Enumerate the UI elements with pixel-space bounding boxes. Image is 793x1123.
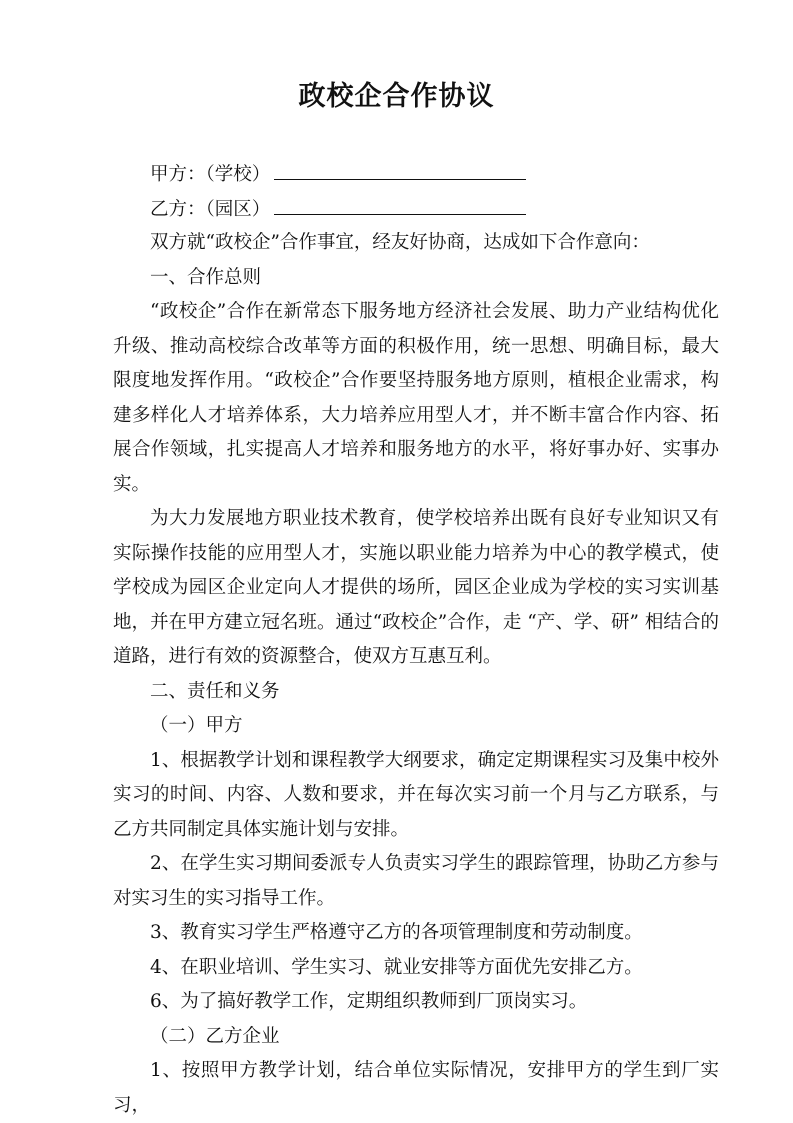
- party-b-label: 乙方：（园区）: [150, 198, 271, 220]
- party-a-duty-item: 2、在学生实习期间委派专人负责实习学生的跟踪管理，协助乙方参与对实习生的实习指导工作。: [113, 853, 719, 909]
- party-a-blank-line: [274, 157, 526, 180]
- section-1-paragraph-2: 为大力发展地方职业技术教育，使学校培养出既有良好专业知识又有实际操作技能的应用型人才，实施以职业能力培养为中心的教学模式，使学校成为园区企业定向人才提供的场所，园区企业成为学校的实习实训基地，并在甲方建立冠名班。通过“政校企”合作，走 “产、学、研” 相结合的道路，进行有效的资源整合，使双方互惠互利。: [113, 508, 719, 667]
- section-1-heading: 一、合作总则: [150, 266, 262, 288]
- party-b-blank-line: [274, 192, 526, 215]
- party-a-label: 甲方：（学校）: [150, 164, 271, 185]
- party-b-duty-item: 1、按照甲方教学计划，结合单位实际情况，安排甲方的学生到厂实习，: [113, 1060, 719, 1116]
- party-a-field: [113, 157, 719, 192]
- party-b-field: [113, 192, 719, 227]
- section-1-paragraph-1: “政校企”合作在新常态下服务地方经济社会发展、助力产业结构优化升级、推动高校综合改革等方面的积极作用，统一思想、明确目标，最大限度地发挥作用。“政校企”合作要坚持服务地方原则，植根企业需求，构建多样化人才培养体系，大力培养应用型人才，并不断丰富合作内容、拓展合作领域，扎实提高人才培养和服务地方的水平，将好事办好、实事办实。: [113, 301, 719, 495]
- party-b-duties-heading: （二）乙方企业: [150, 1025, 280, 1047]
- document-body: [113, 157, 719, 1123]
- party-a-duty-item: 1、根据教学计划和课程教学大纲要求，确定定期课程实习及集中校外实习的时间、内容、人数和要求，并在每次实习前一个月与乙方联系，与乙方共同制定具体实施计划与安排。: [113, 749, 719, 840]
- party-a-duties-heading: （一）甲方: [150, 715, 243, 736]
- section-2-heading: 二、责任和义务: [150, 680, 280, 702]
- party-a-duty-item: 4、在职业培训、学生实习、就业安排等方面优先安排乙方。: [150, 956, 643, 978]
- intro-paragraph: 双方就“政校企”合作事宜，经友好协商，达成如下合作意向：: [150, 232, 650, 253]
- document-title: 政校企合作协议: [298, 81, 495, 112]
- party-a-duty-item: 3、教育实习学生严格遵守乙方的各项管理制度和劳动制度。: [150, 922, 643, 943]
- party-a-duty-item: 6、为了搞好教学工作，定期组织教师到厂顶岗实习。: [150, 991, 588, 1012]
